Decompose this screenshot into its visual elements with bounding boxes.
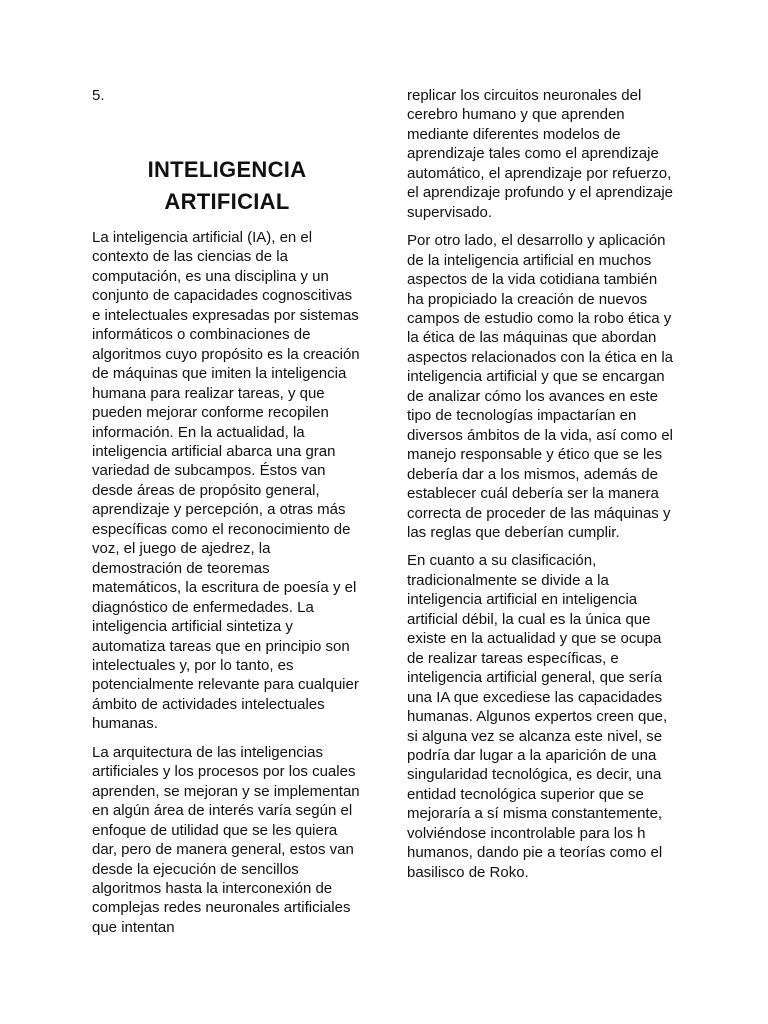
paragraph-classification: En cuanto a su clasificación, tradicionalmente se divide a la inteligencia artificial en inteligencia artificial débil, la cual es la única que existe en la actualidad y que se ocupa de realizar tareas específicas, e inteligencia artificial general, que sería una IA que excediese las capacidades humanas. Algunos expertos creen que, si alguna vez se alcanza este nivel, se podría dar lugar a la aparición de una singularidad tecnológica, es decir, una entidad tecnológica superior que se mejoraría a sí misma constantemente, volviéndose incontrolable para los h humanos, dando pie a teorías como el basilisco de Roko. — [407, 552, 668, 881]
left-column — [92, 86, 362, 946]
document-title — [92, 154, 362, 218]
paragraph-architecture-continued: replicar los circuitos neuronales del cerebro humano y que aprenden mediante diferentes modelos de aprendizaje tales como el aprendizaje automático, el aprendizaje por refuerzo, el aprendizaje profundo y el aprendizaje supervisado. — [407, 87, 674, 221]
title-line-2: ARTIFICIAL — [164, 189, 290, 214]
page-number: 5. — [92, 87, 105, 104]
paragraph-ethics: Por otro lado, el desarrollo y aplicación de la inteligencia artificial en muchos aspectos de la vida cotidiana también ha propiciado la creación de nuevos campos de estudio como la robo ética y la ética de las máquinas que abordan aspectos relacionados con la ética en la inteligencia artificial y que se encargan de analizar cómo los avances en este tipo de tecnologías impactarían en diversos ámbitos de la vida, así como el manejo responsable y ético que se les debería dar a los mismos, además de establecer cuál debería ser la manera correcta de proceder de las máquinas y las reglas que deberían cumplir. — [407, 232, 674, 541]
paragraph-architecture: La arquitectura de las inteligencias artificiales y los procesos por los cuales aprenden, se mejoran y se implementan en algún área de interés varía según el enfoque de utilidad que se les quiera dar, pero de manera general, estos van desde la ejecución de sencillos algoritmos hasta la interconexión de complejas redes neuronales artificiales que intentan — [92, 743, 360, 936]
right-column — [407, 86, 677, 891]
title-line-1: INTELIGENCIA — [147, 157, 307, 182]
paragraph-definition: La inteligencia artificial (IA), en el contexto de las ciencias de la computación, es una disciplina y un conjunto de capacidades cognoscitivas e intelectuales expresadas por sistemas informáticos o combinaciones de algoritmos cuyo propósito es la creación de máquinas que imiten la inteligencia humana para realizar tareas, y que pueden mejorar conforme recopilen información. En la actualidad, la inteligencia artificial abarca una gran variedad de subcampos. Éstos van desde áreas de propósito general, aprendizaje y percepción, a otras más específicas como el reconocimiento de voz, el juego de ajedrez, la demostración de teoremas matemáticos, la escritura de poesía y el diagnóstico de enfermedades. La inteligencia artificial sintetiza y automatiza tareas que en principio son intelectuales y, por lo tanto, es potencialmente relevante para cualquier ámbito de actividades intelectuales humanas. — [92, 229, 360, 733]
